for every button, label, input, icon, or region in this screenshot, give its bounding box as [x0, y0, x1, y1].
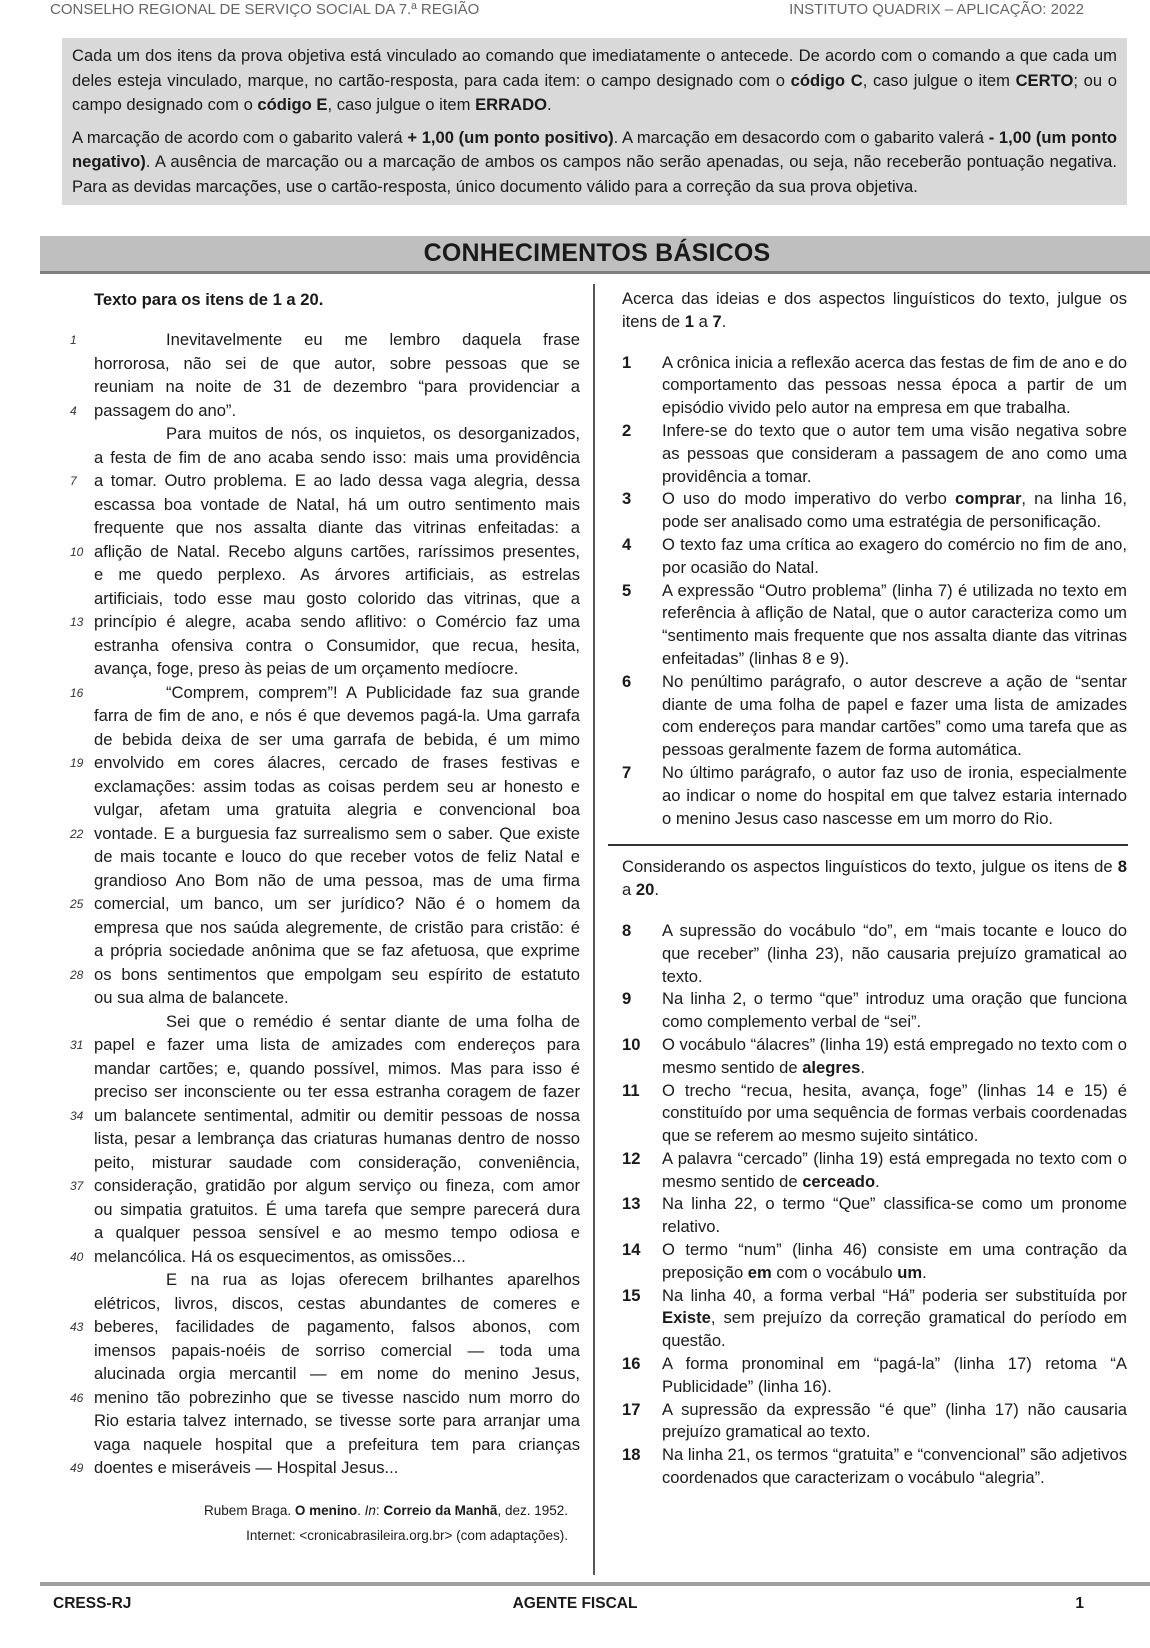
line-text: ou sua alma de balancete.	[94, 988, 289, 1007]
question-statement: A expressão “Outro problema” (linha 7) é utilizada no texto em referência à aflição de Natal, que o autor caracteriza como um “sentimento mais frequente que nos assalta diante das vitrinas enfeitadas” (linhas 8 e 9).	[662, 580, 1127, 668]
questions-intro-1: Acerca das ideias e dos aspectos linguísticos do texto, julgue os itens de 1 a 7.	[622, 289, 1127, 331]
text-line	[60, 1292, 580, 1316]
line-text: E na rua as lojas oferecem brilhantes aparelhos	[166, 1270, 580, 1289]
question-statement: O uso do modo imperativo do verbo comprar, na linha 16, pode ser analisado como uma estratégia de personificação.	[662, 489, 1127, 532]
text-line	[60, 1221, 580, 1245]
line-number: 4	[70, 403, 77, 418]
text-line	[60, 845, 580, 869]
question-item	[622, 580, 1127, 671]
page-header	[0, 0, 1150, 22]
reading-text	[60, 328, 580, 1480]
question-group-1	[622, 352, 1127, 831]
text-line	[60, 1362, 580, 1386]
question-number: 8	[622, 920, 632, 940]
line-text: peito, misturar saudade com consideração, conveniência,	[94, 1152, 580, 1172]
line-number: 49	[70, 1461, 84, 1475]
question-item	[622, 988, 1127, 1034]
citation	[60, 1498, 580, 1548]
text-line	[60, 422, 580, 446]
text-line	[60, 1033, 580, 1057]
question-item	[622, 671, 1127, 762]
line-text: vulgar, afetam uma gratuita alegria e convencional boa	[94, 800, 580, 819]
question-item	[622, 1239, 1127, 1285]
text-line	[60, 352, 580, 376]
line-number: 7	[70, 474, 77, 488]
line-text: avança, foge, preso às peias de um orçamento medíocre.	[94, 659, 519, 678]
text-line	[60, 775, 580, 799]
line-text: a qualquer pessoa sensível e ao mesmo tempo odiosa e	[94, 1223, 580, 1242]
text-line	[60, 657, 580, 681]
line-text: elétricos, livros, discos, cestas abundantes de comeres e	[94, 1293, 580, 1313]
line-text: de bebida deixa de ser uma garrafa de bebida, é um mimo	[94, 729, 580, 749]
line-text: os bons sentimentos que empolgam seu espírito de estatuto	[94, 964, 580, 984]
text-line	[60, 610, 580, 634]
line-text: melancólica. Há os esquecimentos, as omissões...	[94, 1246, 466, 1266]
text-line	[60, 939, 580, 963]
question-item	[622, 1353, 1127, 1399]
question-item	[622, 1148, 1127, 1194]
question-item	[622, 534, 1127, 580]
line-number: 1	[70, 333, 77, 347]
footer-role: AGENTE FISCAL	[512, 1595, 638, 1612]
text-line	[60, 399, 580, 423]
line-text: aflição de Natal. Recebo alguns cartões, raríssimos presentes,	[94, 541, 580, 561]
line-text: empresa que nos saúda alegremente, de cristão para cristão: é	[94, 917, 580, 937]
text-heading: Texto para os itens de 1 a 20.	[94, 290, 324, 309]
text-line	[60, 1198, 580, 1222]
question-item	[622, 420, 1127, 488]
text-line	[60, 1151, 580, 1175]
line-text: Sei que o remédio é sentar diante de uma folha de	[166, 1011, 580, 1031]
text-line	[60, 986, 580, 1010]
question-number: 1	[622, 352, 632, 372]
instructions-paragraph-2: A marcação de acordo com o gabarito valerá + 1,00 (um ponto positivo). A marcação em desacordo com o gabarito valerá - 1,00 (um ponto negativo). A ausência de marcação ou a marcação de ambos os campos não serão apenadas, ou seja, não receberão pontuação negativa. Para as devidas marcações, use o cartão-resposta, único documento válido para a correção da sua prova objetiva.	[72, 127, 1118, 196]
line-text: escassa boa vontade de Natal, há um outro sentimento mais	[94, 494, 580, 514]
question-item	[622, 352, 1127, 420]
question-number: 7	[622, 762, 632, 782]
question-item	[622, 1034, 1127, 1080]
text-line	[60, 493, 580, 517]
question-item	[622, 1193, 1127, 1239]
question-item	[622, 488, 1127, 534]
line-number: 16	[70, 685, 84, 700]
text-line	[60, 563, 580, 587]
question-statement: O texto faz uma crítica ao exagero do comércio no fim de ano, por ocasião do Natal.	[662, 534, 1127, 577]
question-item	[622, 920, 1127, 988]
text-line	[60, 1245, 580, 1269]
column-divider	[593, 284, 595, 1575]
line-text: imensos papais-noéis de sorriso comercial — toda uma	[94, 1340, 580, 1360]
text-line	[60, 1456, 580, 1480]
question-number: 5	[622, 580, 632, 600]
question-number: 9	[622, 989, 632, 1009]
question-number: 11	[622, 1080, 640, 1100]
text-line	[60, 704, 580, 728]
text-line	[60, 1080, 580, 1104]
group-separator	[608, 844, 1128, 846]
text-line	[60, 587, 580, 611]
footer-page-number: 1	[1075, 1595, 1084, 1612]
header-organization: CONSELHO REGIONAL DE SERVIÇO SOCIAL DA 7.ª REGIÃO	[50, 1, 480, 18]
question-statement: A palavra “cercado” (linha 19) está empregada no texto com o mesmo sentido de cerceado.	[662, 1148, 1127, 1191]
text-line	[60, 751, 580, 775]
question-statement: A supressão da expressão “é que” (linha 17) não causaria prejuízo gramatical ao texto.	[662, 1399, 1127, 1442]
text-line	[60, 375, 580, 399]
question-number: 17	[622, 1399, 641, 1419]
header-exam-info: INSTITUTO QUADRIX – APLICAÇÃO: 2022	[789, 1, 1084, 18]
line-text: horrorosa, não sei de que autor, sobre pessoas que se	[94, 353, 580, 373]
line-text: papel e fazer uma lista de amizades com endereços para	[94, 1035, 580, 1054]
text-line	[60, 1010, 580, 1034]
text-line	[60, 869, 580, 893]
text-line	[60, 1174, 580, 1198]
line-number: 25	[70, 897, 84, 911]
question-number: 14	[622, 1240, 641, 1260]
line-text: ou simpatia gratuitos. É uma tarefa que sempre parecerá dura	[94, 1199, 580, 1219]
line-number: 43	[70, 1320, 84, 1334]
citation-url: Internet: <cronicabrasileira.org.br> (com adaptações).	[246, 1527, 568, 1543]
question-statement: Na linha 21, os termos “gratuita” e “convencional” são adjetivos coordenados que caracterizam o vocábulo “alegria”.	[662, 1445, 1127, 1488]
line-number: 28	[70, 967, 84, 982]
line-text: “Comprem, comprem”! A Publicidade faz sua grande	[166, 682, 580, 702]
question-item	[622, 762, 1127, 830]
question-group-2	[622, 920, 1127, 1490]
question-statement: O trecho “recua, hesita, avança, foge” (linhas 14 e 15) é constituído por uma sequência de formas verbais coordenadas que se referem ao mesmo sujeito sintático.	[662, 1080, 1127, 1146]
section-title: CONHECIMENTOS BÁSICOS	[423, 239, 771, 267]
question-number: 3	[622, 489, 632, 509]
text-line	[60, 892, 580, 916]
text-line	[60, 916, 580, 940]
text-line	[60, 1268, 580, 1292]
line-text: envolvido em cores álacres, cercado de frases festivas e	[94, 753, 580, 772]
line-number: 10	[70, 544, 84, 559]
line-text: de mais tocante e louco do que receber votos de feliz Natal e	[94, 847, 580, 866]
line-text: beberes, facilidades de pagamento, falsos abonos, com	[94, 1317, 580, 1336]
question-statement: Infere-se do texto que o autor tem uma visão negativa sobre as pessoas que consideram a passagem de ano como uma providência a tomar.	[662, 420, 1127, 486]
text-line	[60, 681, 580, 705]
text-line	[60, 1104, 580, 1128]
line-text: farra de fim de ano, e nós é que devemos pagá-la. Uma garrafa	[94, 706, 580, 725]
question-number: 18	[622, 1445, 641, 1465]
text-line	[60, 1433, 580, 1457]
text-line	[60, 1339, 580, 1363]
line-text: e me quedo perplexo. As árvores artificiais, as estrelas	[94, 565, 580, 584]
line-text: exclamações: assim todas as coisas perdem seu ar honesto e	[94, 776, 580, 796]
text-line	[60, 540, 580, 564]
line-number: 19	[70, 756, 84, 770]
text-line	[60, 469, 580, 493]
text-line	[60, 798, 580, 822]
text-line	[60, 963, 580, 987]
question-number: 4	[622, 534, 632, 554]
section-bar	[40, 236, 1150, 274]
line-text: mandar cartões; e, quando possível, mimos. Mas para isso é	[94, 1058, 580, 1078]
line-number: 46	[70, 1390, 84, 1405]
line-text: preciso ser inconsciente ou ter essa estranha coragem de fazer	[94, 1082, 580, 1101]
questions-intro-2: Considerando os aspectos linguísticos do texto, julgue os itens de 8 a 20.	[622, 857, 1127, 900]
question-statement: Na linha 22, o termo “Que” classifica-se como um pronome relativo.	[662, 1194, 1127, 1237]
text-line	[60, 1057, 580, 1081]
line-text: artificiais, todo esse mau gosto colorido das vitrinas, que a	[94, 588, 580, 608]
text-line	[60, 1315, 580, 1339]
line-text: menino tão pobrezinho que se tivesse nascido num morro do	[94, 1387, 580, 1407]
line-text: estranha ofensiva contra o Consumidor, que recua, hesita,	[94, 635, 580, 655]
line-number: 40	[70, 1249, 84, 1264]
line-text: comercial, um banco, um ser jurídico? Não é o homem da	[94, 894, 580, 913]
text-line	[60, 446, 580, 470]
citation-source: Rubem Braga. O menino. In: Correio da Manhã, dez. 1952.	[204, 1502, 568, 1518]
question-number: 2	[622, 420, 632, 440]
line-number: 37	[70, 1179, 84, 1193]
question-statement: A forma pronominal em “pagá-la” (linha 17) retoma “A Publicidade” (linha 16).	[662, 1354, 1127, 1396]
question-statement: No último parágrafo, o autor faz uso de ironia, especialmente ao indicar o nome do hospital em que talvez estaria internado o menino Jesus caso nascesse em um morro do Rio.	[662, 762, 1127, 828]
line-text: a própria sociedade anônima que se faz afetuosa, que exprime	[94, 941, 580, 960]
line-text: consideração, gratidão por algum serviço ou fineza, com amor	[94, 1176, 580, 1195]
line-text: vaga naquele hospital que a prefeitura tem para crianças	[94, 1434, 580, 1454]
question-item	[622, 1285, 1127, 1353]
line-text: princípio é alegre, acaba sendo aflitivo: o Comércio faz uma	[94, 612, 580, 631]
line-text: Inevitavelmente eu me lembro daquela frase	[166, 330, 580, 349]
instructions-box	[62, 38, 1127, 205]
text-line	[60, 634, 580, 658]
text-line	[60, 728, 580, 752]
text-line	[60, 1127, 580, 1151]
questions-column	[622, 288, 1127, 1490]
text-line	[60, 1386, 580, 1410]
line-text: a tomar. Outro problema. E ao lado dessa vaga alegria, dessa	[94, 471, 580, 490]
text-line	[60, 516, 580, 540]
question-number: 16	[622, 1354, 641, 1374]
question-item	[622, 1399, 1127, 1445]
footer-rule	[40, 1582, 1150, 1586]
footer-council: CRESS-RJ	[53, 1595, 132, 1612]
line-text: alucinada orgia mercantil — em nome do menino Jesus,	[94, 1364, 580, 1383]
line-number: 22	[70, 826, 84, 841]
question-statement: A crônica inicia a reflexão acerca das festas de fim de ano e do comportamento das pessoas nessa época a partir de um episódio vivido pelo autor na empresa em que trabalha.	[662, 352, 1127, 418]
question-statement: No penúltimo parágrafo, o autor descreve a ação de “sentar diante de uma folha de papel e fazer uma lista de amizades com endereços para mandar cartões” como uma tarefa que as pessoas geralmente fazem de forma automática.	[662, 671, 1127, 760]
question-statement: A supressão do vocábulo “do”, em “mais tocante e louco do que receber” (linha 23), não causaria prejuízo gramatical ao texto.	[662, 920, 1127, 986]
line-text: grandioso Ano Bom não de uma pessoa, mas de uma firma	[94, 870, 580, 890]
line-number: 31	[70, 1038, 84, 1052]
question-statement: O vocábulo “álacres” (linha 19) está empregado no texto com o mesmo sentido de alegres.	[662, 1034, 1127, 1077]
line-text: passagem do ano”.	[94, 400, 237, 420]
line-text: lista, pesar a lembrança das criaturas humanas dentro de nosso	[94, 1129, 580, 1148]
question-statement: Na linha 40, a forma verbal “Há” poderia ser substituída por Existe, sem prejuízo da correção gramatical do período em questão.	[662, 1285, 1127, 1351]
line-text: vontade. E a burguesia faz surrealismo sem o saber. Que existe	[94, 823, 580, 843]
text-line	[60, 328, 580, 352]
question-number: 13	[622, 1194, 641, 1214]
question-number: 12	[622, 1148, 641, 1168]
line-text: frequente que nos assalta diante das vitrinas enfeitadas: a	[94, 518, 580, 537]
question-number: 10	[622, 1034, 641, 1054]
question-item	[622, 1444, 1127, 1490]
line-text: Rio estaria talvez internado, se tivesse sorte para arranjar uma	[94, 1411, 580, 1430]
line-number: 34	[70, 1108, 84, 1123]
question-statement: O termo “num” (linha 46) consiste em uma contração da preposição em com o vocábulo um.	[662, 1240, 1127, 1282]
question-statement: Na linha 2, o termo “que” introduz uma oração que funciona como complemento verbal de “sei”.	[662, 989, 1127, 1032]
line-text: um balancete sentimental, admitir ou demitir pessoas de nossa	[94, 1105, 580, 1125]
line-text: doentes e miseráveis — Hospital Jesus...	[94, 1458, 399, 1477]
text-line	[60, 822, 580, 846]
text-line	[60, 1409, 580, 1433]
line-text: a festa de fim de ano acaba sendo isso: mais uma providência	[94, 447, 580, 467]
line-number: 13	[70, 615, 84, 629]
question-number: 15	[622, 1285, 641, 1305]
question-number: 6	[622, 671, 632, 691]
reading-text-column	[60, 288, 580, 1548]
line-text: reuniam na noite de 31 de dezembro “para providenciar a	[94, 377, 580, 396]
instructions-paragraph-1: Cada um dos itens da prova objetiva está vinculado ao comando que imediatamente o antecede. De acordo com o comando a que cada um deles esteja vinculado, marque, no cartão-resposta, para cada item: o campo designado com o código C, caso julgue o item CERTO; ou o campo designado com o código E, caso julgue o item ERRADO.	[72, 46, 1117, 114]
question-item	[622, 1080, 1127, 1148]
line-text: Para muitos de nós, os inquietos, os desorganizados,	[166, 424, 580, 443]
